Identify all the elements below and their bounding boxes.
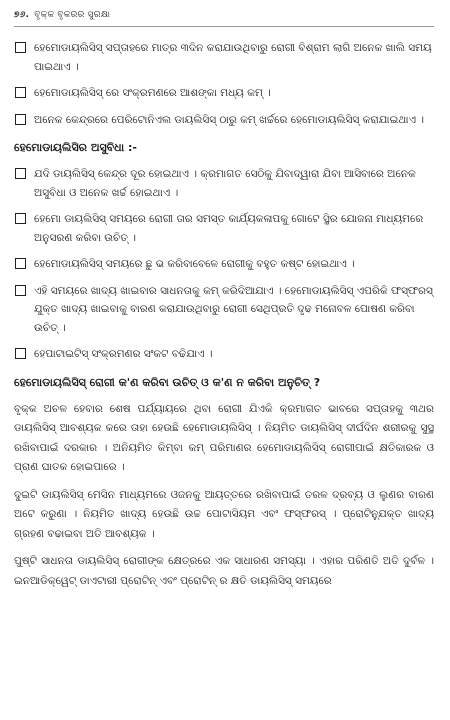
page-number: ୭୬. xyxy=(14,10,30,20)
list-item xyxy=(14,255,434,274)
body-paragraph: ଦୁଇଟି ଡାୟଲିସିସ୍ ମେସିନ ମାଧ୍ୟମରେ ଓଜନକୁ ଆୟତ୍ତରେ ରଖିବାପାଇଁ ତରଳ ଦ୍ରବ୍ୟ ଓ ଲୁଣର ବାରଣ ଅଟେ କରୁଣା । ନିୟମିତ ଖାଦ୍ୟ ହେଉଛି ଉଚ୍ଚ ପୋଟାସିୟମ ଏବଂ ଫସ୍ଫରସ୍ । ପ୍ରୋଟିନ୍ଯୁକ୍ତ ଖାଦ୍ୟ ଗ୍ରହଣ ବଢାଇବା ଅତି ଆବଶ୍ୟକ । xyxy=(14,488,434,540)
list-item xyxy=(14,210,434,247)
list-item xyxy=(14,345,434,364)
list-item-text: ହେମୋଡାୟଲିସିସ୍ ସମୟରେ ଛୁ ଭ କରିବାବେଳେ ରୋଗୀକୁ ବହୁତ କଷ୍ଟ ହୋଇଥାଏ । xyxy=(34,258,355,270)
book-title: ବୃକ୍କ ବୃକରର ସୁରକ୍ଷା xyxy=(34,10,111,20)
list-item xyxy=(14,39,434,76)
list-item-text: ହେମୋ ଡାୟଲିସିସ୍ ସମୟରେ ରୋଗୀ ତାର ସମସ୍ତ କାର୍ଯ୍ୟକଳାପକୁ ଗୋଟେ ସ୍ଥିର ଯୋଜନା ମାଧ୍ୟମରେ ଅନୁସରଣ କରିବା ଉଚିତ୍ । xyxy=(34,213,424,244)
list-item-text: ହେମୋଡାୟଲିସିସ୍ ସପ୍ତାହରେ ମାତ୍ର ୩ଦିନ କରାଯାଉଥିବାରୁ ରୋଗୀ ବିଶ୍ରାମ ଲାଗି ଅନେକ ଖାଲି ସମୟ ପାଇଥାଏ । xyxy=(34,42,432,73)
checkbox-bullet-icon xyxy=(15,348,26,359)
list-item-text: ହେମୋଡାୟଲିସିସ୍ ରେ ସଂକ୍ରମଣରେ ଆଶଙ୍କା ମଧ୍ୟ କମ୍ । xyxy=(34,87,271,99)
list-item-text: ଯଦି ଡାୟଲିସିସ୍ କେନ୍ଦ୍ର ଦୂର ହୋଇଥାଏ । କ୍ରମାଗତ ସେଠିକୁ ଯିବାଦ୍ୱାରା ଯିବା ଆସିବାରେ ଅନେକ ଅସୁବିଧା ଓ ଅନେକ ଖର୍ଚ୍ଚ ହୋଇଥାଏ । xyxy=(34,168,416,199)
list-item-text: ଅନେକ କେନ୍ଦ୍ରରେ ପେରିଟୋନିଏଲ ଡାୟଲିସିସ୍ ଠାରୁ କମ୍ ଖର୍ଚ୍ଚରେ ହେମୋଡାୟଲିସିସ୍ କରାଯାଇଥାଏ । xyxy=(34,113,425,126)
checkbox-bullet-icon xyxy=(15,285,26,296)
body-paragraph: ବୃକ୍କ ଅଚଳ ହେବାର ଶେଷ ପର୍ଯ୍ୟାୟରେ ଥିବା ରୋଗୀ ଯିଏକି କ୍ରମାଗତ ଭାବରେ ସପ୍ତାହକୁ ୩ଥର ଡାୟଲିସିସ୍ ଆବଶ୍ୟକ କରେ ତାହା ହେଉଛି ହେମୋଡାୟଲିସିସ୍ । ନିୟମିତ ଡାୟଲିସିସ୍ ଦୀର୍ଘଦିନ ଶରୀରକୁ ସୁସ୍ଥ ରଖିବାପାଇଁ ଦରକାର । ଅନିୟମିତ କିମ୍ବା କମ୍ ପରିମାଣର ହେମୋଡାୟଲିସିସ୍ ରୋଗୀପାଇଁ କ୍ଷତିକାରକ ଓ ପ୍ରାଣ ଘାତକ ହୋଇପାରେ । xyxy=(14,402,434,473)
list-item xyxy=(14,84,434,103)
list-item xyxy=(14,282,434,338)
list-item-text: ଏହି ସମୟରେ ଖାଦ୍ୟ ଖାଇବାର ସାଧନତାକୁ କମ୍ କରିଦିଆଯାଏ । ହେମୋଡାୟଲିସିସ୍ ଏପରିକି ଫସ୍ଫରସ୍ ଯୁକ୍ତ ଖାଦ୍ୟ ଖାଇବାକୁ ବାରଣ କରାଯାଉଥିବାରୁ ରୋଗୀ ସେଥିପ୍ରତି ଦୃଢ ମନୋବଳ ପୋଷଣ କରିବା ଉଚିତ୍ । xyxy=(34,284,433,334)
body-paragraph: ପୁଷ୍ଟି ସାଧନତା ଡାୟଲିସିସ୍ ରୋଗୀଙ୍କ କ୍ଷେତ୍ରରେ ଏକ ସାଧାରଣ ସମସ୍ୟା । ଏହାର ପରିଣତି ଅତି ଦୁର୍ବଳ । ଇନଆଡିକ୍ୱେଟ୍ ଡାଏଟାରୀ ପ୍ରୋଟିନ୍ ଏବଂ ପ୍ରୋଟିନ୍ ର କ୍ଷତି ଡାୟଲିସିସ୍ ସମୟରେ xyxy=(14,555,434,587)
list-item xyxy=(14,111,434,130)
disadvantages-heading: ହେମୋଡାୟଲିସିର ଅସୁବିଧା :- xyxy=(14,141,137,154)
advantages-list xyxy=(14,39,434,129)
checkbox-bullet-icon xyxy=(15,168,26,179)
checkbox-bullet-icon xyxy=(15,258,26,269)
list-item-text: ହେପାଟାଇଟିସ୍ ସଂକ୍ରମଣର ସଂକଟ ବଢିଯାଏ । xyxy=(34,348,213,360)
checkbox-bullet-icon xyxy=(15,213,26,224)
list-item xyxy=(14,165,434,202)
disadvantages-list xyxy=(14,165,434,364)
running-header xyxy=(14,6,434,27)
dos-donts-heading: ହେମୋଡାୟଲିସିସ୍ ରୋଗୀ କ'ଣ କରିବା ଉଚିତ୍ ଓ କ'ଣ ନ କରିବା ଅନୁଚିତ୍ ? xyxy=(14,375,321,389)
checkbox-bullet-icon xyxy=(15,87,26,98)
checkbox-bullet-icon xyxy=(15,42,26,53)
checkbox-bullet-icon xyxy=(15,114,26,125)
